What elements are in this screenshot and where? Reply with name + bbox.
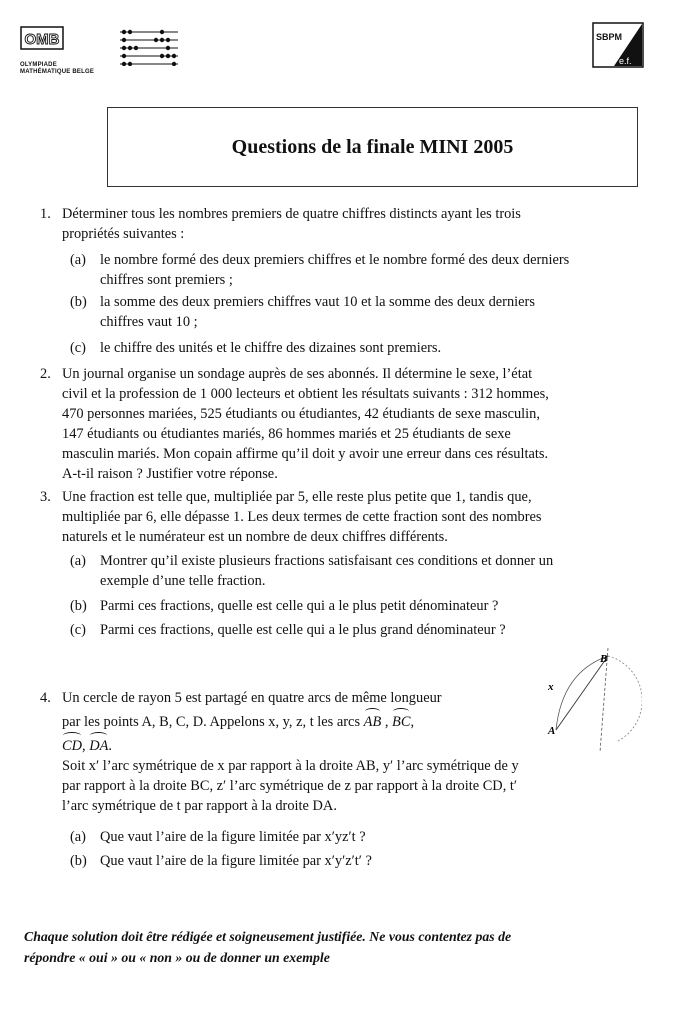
- question-text-line: civil et la profession de 1 000 lecteurs et obtient les résultats suivants : 312 hommes,: [62, 386, 549, 402]
- subquestion-label: (b): [70, 853, 87, 869]
- question-text-line: Soit x′ l’arc symétrique de x par rapport à la droite AB, y′ l’arc symétrique de y: [62, 758, 519, 774]
- arc-cd: CD: [62, 738, 82, 754]
- question-text-line: Un journal organise un sondage auprès de ses abonnés. Il détermine le sexe, l’état: [62, 366, 533, 382]
- arc-bc: BC: [392, 714, 411, 730]
- chord-ab: [556, 656, 608, 730]
- subquestion-text-line: le chiffre des unités et le chiffre des dizaines sont premiers.: [100, 340, 442, 356]
- question-3: [40, 487, 646, 547]
- omb-caption: OLYMPIADE MATHÉMATIQUE BELGE: [20, 62, 95, 75]
- subquestion-text-line: Parmi ces fractions, quelle est celle qui a le plus petit dénominateur ?: [100, 598, 499, 614]
- svg-text:OMB: OMB: [24, 31, 60, 48]
- question-text-line: 470 personnes mariées, 525 étudiants ou étudiantes, 42 étudiants de sexe masculin,: [62, 406, 540, 422]
- question-3-a: [70, 551, 646, 591]
- question-text-line: multipliée par 6, elle dépasse 1. Les deux termes de cette fraction sont des nombres: [62, 509, 542, 525]
- subquestion-text-line: Que vaut l’aire de la figure limitée par x′y′z′t′ ?: [100, 853, 372, 869]
- subquestion-text-line: le nombre formé des deux premiers chiffres et le nombre formé des deux derniers: [100, 252, 570, 268]
- omb-logo-mark: [20, 26, 64, 50]
- omb-logo: [20, 22, 110, 82]
- arc-x-label: x: [548, 681, 554, 693]
- question-4-b: [70, 851, 646, 871]
- page-title: Questions de la finale MINI 2005: [231, 135, 514, 158]
- abacus-logo: [118, 26, 180, 66]
- question-text-line: Déterminer tous les nombres premiers de quatre chiffres distincts ayant les trois: [62, 206, 521, 222]
- subquestion-text-line: exemple d’une telle fraction.: [100, 573, 266, 589]
- question-number: 3.: [40, 489, 51, 505]
- svg-text:SBPM: SBPM: [596, 32, 623, 42]
- question-text-line: 147 étudiants ou étudiantes mariés, 86 hommes mariés et 25 étudiants de sexe: [62, 426, 511, 442]
- subquestion-label: (c): [70, 340, 86, 356]
- subquestion-text-line: Que vaut l’aire de la figure limitée par x′yz′t ?: [100, 829, 366, 845]
- question-2: [40, 364, 646, 484]
- question-1-b: [70, 292, 646, 332]
- question-text-line: propriétés suivantes :: [62, 226, 185, 242]
- question-text-line: CD, DA.: [62, 738, 112, 754]
- question-number: 4.: [40, 690, 51, 706]
- footer-note: [24, 926, 658, 968]
- circle-figure: [542, 642, 642, 752]
- circle-outline: [608, 656, 642, 742]
- question-1-c: [70, 338, 646, 358]
- subquestion-label: (a): [70, 829, 86, 845]
- subquestion-label: (a): [70, 553, 86, 569]
- question-3-c: [70, 620, 646, 640]
- subquestion-label: (c): [70, 622, 86, 638]
- question-text-line: l’arc symétrique de t par rapport à la droite DA.: [62, 798, 337, 814]
- question-text-line: masculin mariés. Mon copain affirme qu’il doit y avoir une erreur dans ces résultats.: [62, 446, 549, 462]
- question-text-line: naturels et le numérateur est un nombre de deux chiffres différents.: [62, 529, 448, 545]
- question-number: 1.: [40, 206, 51, 222]
- subquestion-text-line: chiffres sont premiers ;: [100, 272, 233, 288]
- question-text-line: Un cercle de rayon 5 est partagé en quatre arcs de même longueur: [62, 690, 442, 706]
- point-a-label: A: [548, 725, 556, 737]
- question-number: 2.: [40, 366, 51, 382]
- sbpm-logo: [592, 22, 644, 68]
- question-text-fragment: par les points A, B, C, D. Appelons x, y, z, t les arcs: [62, 714, 361, 730]
- subquestion-label: (b): [70, 294, 87, 310]
- footer-line: répondre « oui » ou « non » ou de donner un exemple: [24, 950, 330, 965]
- question-text-line: A-t-il raison ? Justifier votre réponse.: [62, 466, 278, 482]
- arc-ab: AB: [363, 714, 382, 730]
- subquestion-label: (b): [70, 598, 87, 614]
- question-3-b: [70, 596, 646, 616]
- question-text-line: Une fraction est telle que, multipliée par 5, elle reste plus petite que 1, tandis que,: [62, 489, 532, 505]
- question-1: [40, 204, 646, 244]
- subquestion-text-line: Montrer qu’il existe plusieurs fractions satisfaisant ces conditions et donner un: [100, 553, 554, 569]
- subquestion-text-line: la somme des deux premiers chiffres vaut 10 et la somme des deux derniers: [100, 294, 535, 310]
- question-text-line: par les points A, B, C, D. Appelons x, y, z, t les arcs AB , BC,: [62, 714, 415, 730]
- subquestion-text-line: Parmi ces fractions, quelle est celle qui a le plus grand dénominateur ?: [100, 622, 506, 638]
- point-b-label: B: [600, 653, 608, 665]
- subquestion-text-line: chiffres vaut 10 ;: [100, 314, 198, 330]
- question-1-a: [70, 250, 646, 290]
- question-text-line: par rapport à la droite BC, z′ l’arc symétrique de z par rapport à la droite CD, t′: [62, 778, 518, 794]
- question-4-a: [70, 827, 646, 847]
- subquestion-label: (a): [70, 252, 86, 268]
- arc-da: DA: [89, 738, 109, 754]
- title-box: [107, 107, 638, 187]
- footer-line: Chaque solution doit être rédigée et soigneusement justifiée. Ne vous contentez pas de: [24, 929, 512, 944]
- svg-text:e.f.: e.f.: [619, 56, 632, 66]
